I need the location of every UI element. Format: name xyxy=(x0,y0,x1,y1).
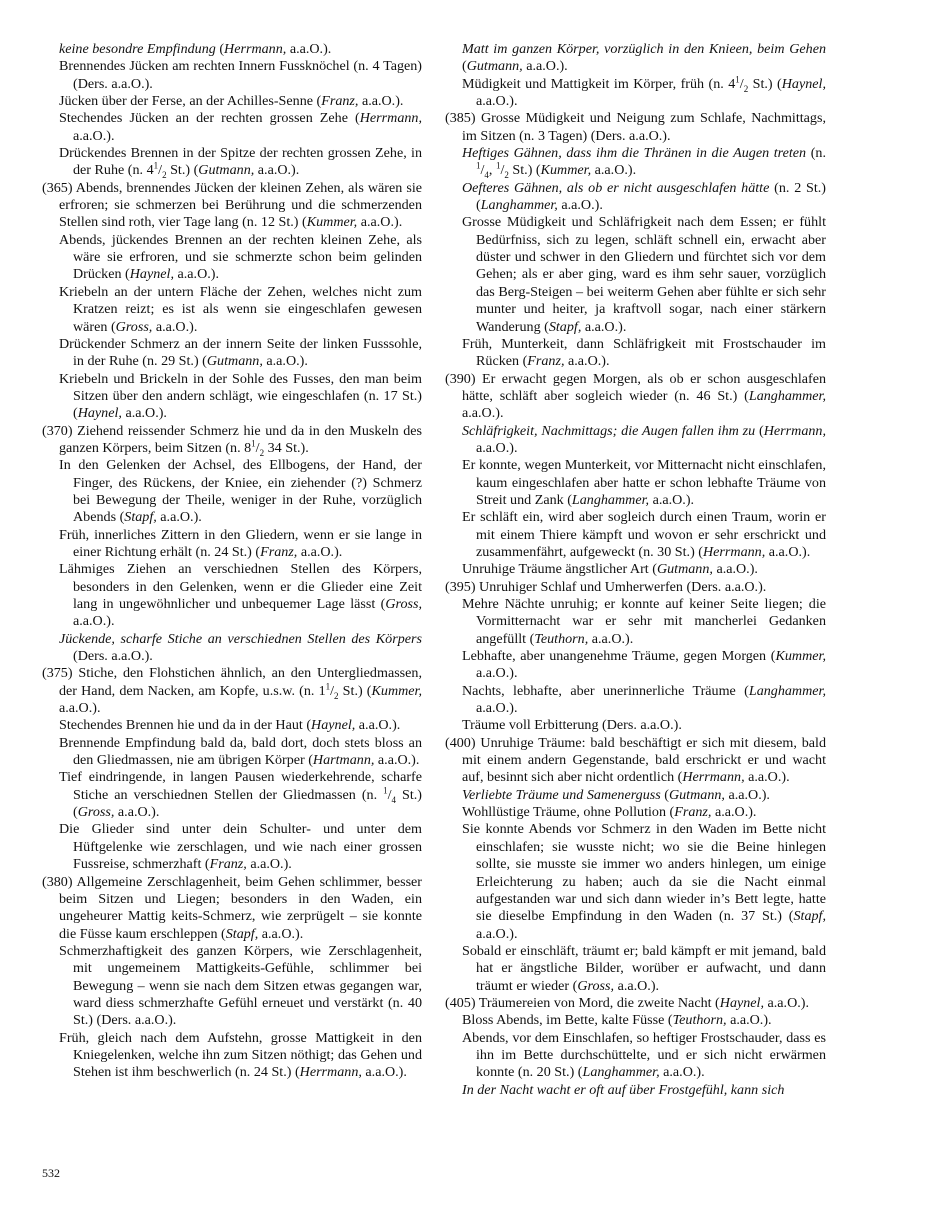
symptom-entry: Oefteres Gähnen, als ob er nicht ausgeschlafen hätte (n. 2 St.) (Langhammer, a.a.O.). xyxy=(462,179,826,214)
symptom-entry: Abends, vor dem Einschlafen, so heftiger Frostschauder, dass es ihn im Bette durchschüttelte, und er sich nicht erwärmen konnte (n. 20 St.) (Langhammer, a.a.O.). xyxy=(462,1029,826,1081)
symptom-entry: Wohllüstige Träume, ohne Pollution (Franz, a.a.O.). xyxy=(462,804,757,821)
symptom-entry: Sobald er einschläft, träumt er; bald kämpft er mit jemand, bald hat er ängstliche Bilder, worüber er aufwacht, und dann träumt er wieder (Gross, a.a.O.). xyxy=(462,942,826,994)
symptom-entry: Sie konnte Abends vor Schmerz in den Waden im Bette nicht einschlafen; sie wusste nicht; wo sie die Beine hinlegen sollte, sie musste sie immer wo anders hinlegen, um einige Erleichterung zu haben; auch da sie die Nacht einmal aufgestanden war und sich dann wieder in’s Bett legte, hatte sie dieselbe Empfindung in den Waden (n. 37 St.) (Stapf, a.a.O.). xyxy=(462,821,826,942)
symptom-entry: Früh, innerliches Zittern in den Gliedern, wenn er sie lange in einer Richtung erhält (n. 24 St.) (Franz, a.a.O.). xyxy=(59,526,422,560)
symptom-entry: Grosse Müdigkeit und Schläfrigkeit nach dem Essen; er fühlt Bedürfniss, sich zu legen, schläft schnell ein, erwacht aber düster und schwer in den Gliedern und fürchtet sich vor dem Gehen; als er aber ging, ward es ihm sehr sauer, vorzüglich das Berg-Steigen – bei weiterm Gehen aber fühlte er sich sehr munter und heiter, ja kraftvoll sogar, nach einer stärkern Wanderung (Stapf, a.a.O.). xyxy=(462,214,826,335)
symptom-entry: Lebhafte, aber unangenehme Träume, gegen Morgen (Kummer, a.a.O.). xyxy=(462,648,826,682)
symptom-entry: Nachts, lebhafte, aber unerinnerliche Träume (Langhammer, a.a.O.). xyxy=(462,682,826,717)
symptom-entry: Kriebeln an der untern Fläche der Zehen, welches nicht zum Kratzen reizt; es ist als wenn sie eingeschlafen gewesen wären (Gross, a.a.O.). xyxy=(59,283,422,335)
symptom-entry: (365) Abends, brennendes Jücken der kleinen Zehen, als wären sie erfroren; sie schmerzen bei Berührung und die schmerzenden Stellen sind roth, vier Tage lang (n. 12 St.) (Kummer, a.a.O.). xyxy=(42,179,422,231)
symptom-entry: Früh, Munterkeit, dann Schläfrigkeit mit Frostschauder im Rücken (Franz, a.a.O.). xyxy=(462,335,826,370)
symptom-entry: Jückende, scharfe Stiche an verschiednen Stellen des Körpers (Ders. a.a.O.). xyxy=(59,630,422,665)
symptom-entry: Drückender Schmerz an der innern Seite der linken Fusssohle, in der Ruhe (n. 29 St.) (Gutmann, a.a.O.). xyxy=(59,335,422,370)
symptom-entry: Heftiges Gähnen, dass ihm die Thränen in die Augen treten (n. $^1/_4$, $^1/_2$ St.) (Kummer, a.a.O.). xyxy=(462,145,826,181)
symptom-entry: Matt im ganzen Körper, vorzüglich in den Knieen, beim Gehen (Gutmann, a.a.O.). xyxy=(462,41,826,75)
symptom-entry: In den Gelenken der Achsel, des Ellbogens, der Hand, der Finger, des Rückens, der Kniee, ein ziehender (?) Schmerz bei Bewegung der Theile, weniger in der Ruhe, vorzüglich Abends (Stapf, a.a.O.). xyxy=(59,457,422,526)
symptom-entry: (385) Grosse Müdigkeit und Neigung zum Schlafe, Nachmittags, im Sitzen (n. 3 Tagen) (Ders. a.a.O.). xyxy=(445,110,826,144)
symptom-entry: Unruhige Träume ängstlicher Art (Gutmann, a.a.O.). xyxy=(462,561,758,578)
symptom-entry: Lähmiges Ziehen an verschiednen Stellen des Körpers, besonders in den Gelenken, wenn er die Glieder eine Zeit lang in ungewöhnlicher und unbequemer Lage lässt (Gross, a.a.O.). xyxy=(59,561,422,630)
symptom-entry: Brennendes Jücken am rechten Innern Fussknöchel (n. 4 Tagen) (Ders. a.a.O.). xyxy=(59,58,422,92)
symptom-entry: Stechendes Brennen hie und da in der Haut (Haynel, a.a.O.). xyxy=(59,717,401,734)
symptom-entry: (395) Unruhiger Schlaf und Umherwerfen (Ders. a.a.O.). xyxy=(445,578,767,595)
right-column xyxy=(445,41,826,1099)
symptom-entry: Früh, gleich nach dem Aufstehn, grosse Mattigkeit in den Kniegelenken, welche ihn zum Sitzen nöthigt; das Gehen und Stehen ist ihm beschwerlich (n. 24 St.) (Herrmann, a.a.O.). xyxy=(59,1029,422,1081)
symptom-entry: (375) Stiche, den Flohstichen ähnlich, an den Untergliedmassen, der Hand, dem Nacken, am Kopfe, u.s.w. (n. $1^1/_2$ St.) (Kummer, a.a.O.). xyxy=(42,665,423,717)
symptom-entry: Stechendes Jücken an der rechten grossen Zehe (Herrmann, a.a.O.). xyxy=(59,110,422,144)
symptom-entry: Drückendes Brennen in der Spitze der rechten grossen Zehe, in der Ruhe (n. $4^1/_2$ St.) (Gutmann, a.a.O.). xyxy=(59,145,422,181)
symptom-entry: (380) Allgemeine Zerschlagenheit, beim Gehen schlimmer, besser beim Sitzen und Liegen; besonders in den Waden, ein ungeheurer Mattig keits-Schmerz, wie zerprügelt – sie konnte die Füsse kaum erschleppen (Stapf, a.a.O.). xyxy=(42,873,422,942)
symptom-entry: (390) Er erwacht gegen Morgen, als ob er schon ausgeschlafen hätte, schläft aber sogleich wieder (n. 46 St.) (Langhammer, a.a.O.). xyxy=(445,370,826,422)
symptom-entry: Bloss Abends, im Bette, kalte Füsse (Teuthorn, a.a.O.). xyxy=(462,1012,772,1029)
symptom-entry: Schläfrigkeit, Nachmittags; die Augen fallen ihm zu (Herrmann, a.a.O.). xyxy=(462,422,826,456)
symptom-entry: (400) Unruhige Träume: bald beschäftigt er sich mit diesem, bald mit einem andern Gegenstande, bald erschrickt er und wacht auf, besinnt sich aber nicht ordentlich (Herrmann, a.a.O.). xyxy=(445,734,826,786)
symptom-entry: Träume voll Erbitterung (Ders. a.a.O.). xyxy=(462,717,682,734)
symptom-entry: Tief eindringende, in langen Pausen wiederkehrende, scharfe Stiche an verschiednen Stellen der Gliedmassen (n. $^1/_4$ St.) (Gross, a.a.O.). xyxy=(59,769,423,821)
symptom-entry: Müdigkeit und Mattigkeit im Körper, früh (n. $4^1/_2$ St.) (Haynel, a.a.O.). xyxy=(462,74,826,110)
symptom-entry: Mehre Nächte unruhig; er konnte auf keiner Seite liegen; die Vormitternacht war er sehr mit mancherlei Gedanken angefüllt (Teuthorn, a.a.O.). xyxy=(462,596,826,647)
symptom-entry: Kriebeln und Brickeln in der Sohle des Fusses, den man beim Sitzen über den andern schlägt, wie eingeschlafen (n. 17 St.) (Haynel, a.a.O.). xyxy=(59,370,422,422)
symptom-entry: Verliebte Träume und Samenerguss (Gutmann, a.a.O.). xyxy=(462,786,770,803)
symptom-entry: In der Nacht wacht er oft auf über Frostgefühl, kann sich xyxy=(462,1081,785,1098)
symptom-entry: Er schläft ein, wird aber sogleich durch einen Traum, worin er mit einem Thiere kämpft und wovon er sehr erschrickt und zusammenfährt, aufgeweckt (n. 30 St.) (Herrmann, a.a.O.). xyxy=(462,509,826,560)
symptom-entry: (405) Träumereien von Mord, die zweite Nacht (Haynel, a.a.O.). xyxy=(445,994,809,1011)
symptom-entry: Die Glieder sind unter dein Schulter- und unter dem Hüftgelenke wie zerschlagen, und wie nach einer grossen Fussreise, schmerzhaft (Franz, a.a.O.). xyxy=(59,821,422,873)
symptom-entry: Er konnte, wegen Munterkeit, vor Mitternacht nicht einschlafen, kaum eingeschlafen aber hatte er schon lebhafte Träume von Streit und Zank (Langhammer, a.a.O.). xyxy=(462,457,826,508)
page-number: 532 xyxy=(42,1166,60,1180)
symptom-entry: keine besondre Empfindung (Herrmann, a.a.O.). xyxy=(59,41,332,57)
symptom-entry: (370) Ziehend reissender Schmerz hie und da in den Muskeln des ganzen Körpers, beim Sitzen (n. $8^1/_2$ 34 St.). xyxy=(42,422,422,458)
symptom-entry: Jücken über der Ferse, an der Achilles-Senne (Franz, a.a.O.). xyxy=(59,93,404,110)
symptom-entry: Brennende Empfindung bald da, bald dort, doch stets bloss an den Gliedmassen, nie am übrigen Körper (Hartmann, a.a.O.). xyxy=(59,734,422,769)
symptom-entry: Abends, jückendes Brennen an der rechten kleinen Zehe, als wäre sie erfroren, und sie schmerzte schon beim gelinden Drücken (Haynel, a.a.O.). xyxy=(59,231,422,283)
symptom-entry: Schmerzhaftigkeit des ganzen Körpers, wie Zerschlagenheit, mit ungemeinem Mattigkeits-Gefühle, schlimmer bei Bewegung – wenn sie nach dem Sitzen etwas gegangen war, ward diess schmerzhafte Gefühl erneuet und verstärkt (n. 40 St.) (Ders. a.a.O.). xyxy=(59,942,422,1029)
left-column xyxy=(42,41,422,1082)
